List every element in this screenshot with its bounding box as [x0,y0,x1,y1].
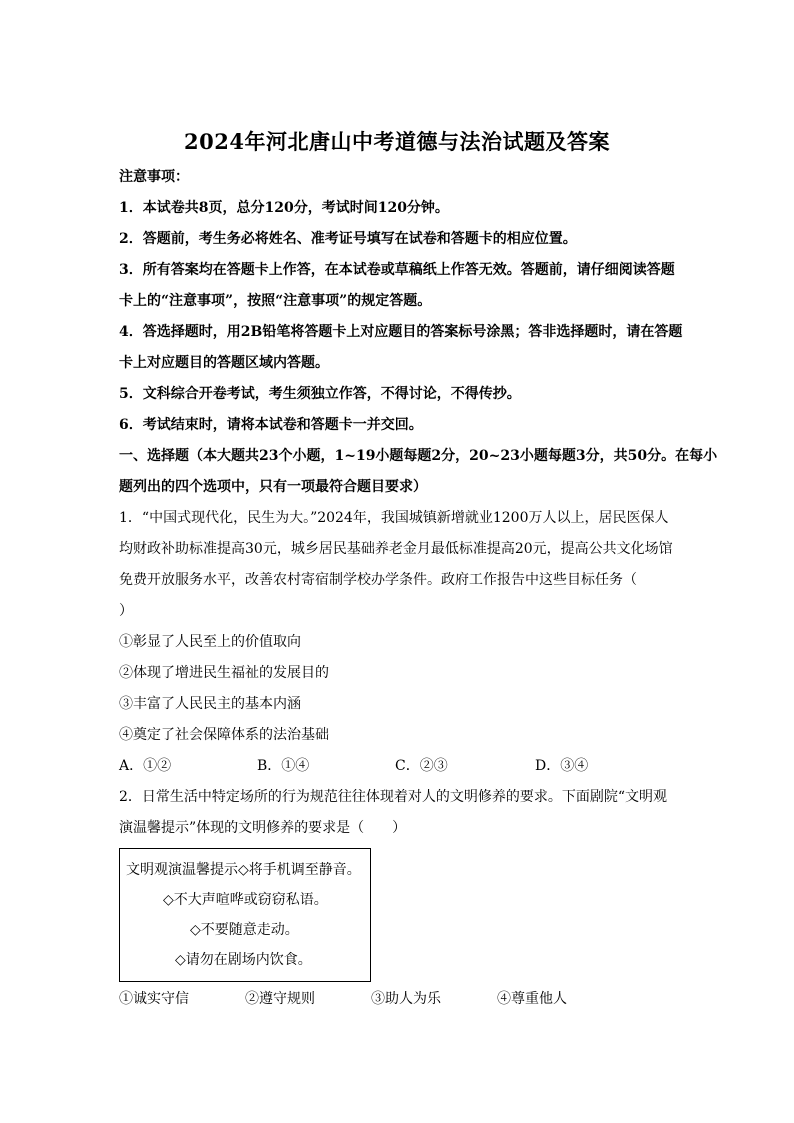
choice-item: ②遵守规则 [245,991,315,1007]
document-body [119,162,718,1015]
option-a: A．①② [119,758,172,774]
question-1-statement: ③丰富了人民民主的基本内涵 [119,696,301,712]
option-c: C．②③ [395,758,448,774]
question-1-statement: ②体现了增进民生福祉的发展目的 [119,665,329,681]
question-1-text: 1．“中国式现代化，民生为大。”2024年，我国城镇新增就业1200万人以上，居民医保人 [119,510,669,526]
choice-item: ③助人为乐 [371,991,441,1007]
notice-item: 4．答选择题时，用2B铅笔将答题卡上对应题目的答案标号涂黑；答非选择题时，请在答题 [119,324,683,340]
question-2-text: 演温馨提示”体现的文明修养的要求是（ ） [119,820,407,836]
notice-item: 3．所有答案均在答题卡上作答，在本试卷或草稿纸上作答无效。答题前，请仔细阅读答题 [119,262,675,278]
notice-box-line: ◇请勿在剧场内饮食。 [175,952,312,968]
question-2-text: 2．日常生活中特定场所的行为规范往往体现着对人的文明修养的要求。下面剧院“文明观 [119,789,668,805]
option-b: B．①④ [257,758,310,774]
question-1-statement: ①彰显了人民至上的价值取向 [119,634,301,650]
question-1-statement: ④奠定了社会保障体系的法治基础 [119,727,329,743]
notice-heading: 注意事项： [119,169,189,185]
question-1-options [119,751,679,782]
notice-item: 6．考试结束时，请将本试卷和答题卡一并交回。 [119,417,423,433]
section-heading: 一、选择题（本大题共23个小题，1~19小题每题2分，20~23小题每题3分，共50分。在每小 [119,448,718,464]
notice-item: 5．文科综合开卷考试，考生须独立作答，不得讨论，不得传抄。 [119,386,521,402]
document-title: 2024年河北唐山中考道德与法治试题及答案 [184,129,610,154]
question-1-text: 均财政补助标准提高30元，城乡居民基础养老金月最低标准提高20元，提高公共文化场馆 [119,541,673,557]
notice-item: 卡上的“注意事项”，按照“注意事项”的规定答题。 [119,293,432,309]
notice-item: 卡上对应题目的答题区域内答题。 [119,355,329,371]
question-1-text: 免费开放服务水平，改善农村寄宿制学校办学条件。政府工作报告中这些目标任务（ [119,572,637,588]
notice-box-line: 文明观演温馨提示◇将手机调至静音。 [126,862,361,878]
question-1-text: ） [119,603,133,619]
choice-item: ①诚实守信 [119,991,189,1007]
question-2-choices [119,984,679,1015]
option-d: D．③④ [535,758,589,774]
section-heading: 题列出的四个选项中，只有一项最符合题目要求） [119,479,427,495]
notice-item: 1．本试卷共8页，总分120分，考试时间120分钟。 [119,200,449,216]
notice-item: 2．答题前，考生务必将姓名、准考证号填写在试卷和答题卡的相应位置。 [119,231,577,247]
notice-box-line: ◇不要随意走动。 [190,922,299,938]
notice-box-line: ◇不大声喧哗或窃窃私语。 [163,892,328,908]
theater-notice-box [119,848,371,982]
choice-item: ④尊重他人 [497,991,567,1007]
